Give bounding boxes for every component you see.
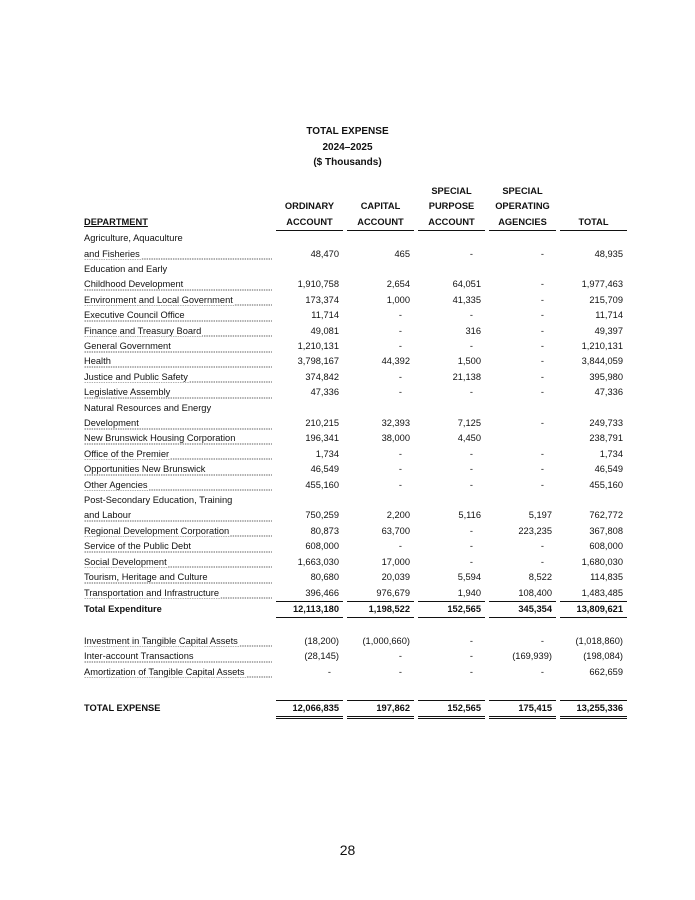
department-cell [84, 649, 272, 664]
capital-account-cell: - [398, 310, 402, 321]
capital-account-cell: 44,392 [381, 356, 410, 367]
capital-account-cell: 63,700 [381, 525, 410, 536]
special-purpose-cell: - [469, 651, 473, 662]
ordinary-account-cell: 750,259 [305, 510, 339, 521]
capital-account-cell: - [398, 371, 402, 382]
special-purpose-cell: - [469, 635, 473, 646]
capital-account-header: CAPITAL ACCOUNT [347, 184, 414, 231]
capital-account-cell: - [398, 479, 402, 490]
special-operating-cell: - [540, 556, 544, 567]
ordinary-account-cell: 1,210,131 [297, 341, 339, 351]
ordinary-account-cell: (18,200) [304, 635, 339, 646]
department-cell [84, 665, 272, 680]
total-cell: (1,018,860) [575, 635, 623, 646]
ordinary-account-cell [276, 231, 343, 247]
title-line-3: ($ Thousands) [313, 157, 382, 168]
total-cell [560, 401, 627, 416]
special-purpose-cell [418, 231, 485, 247]
special-operating-cell: - [540, 325, 544, 336]
title-line-2: 2024–2025 [322, 141, 373, 153]
total-cell: 395,980 [589, 371, 623, 382]
special-purpose-cell: 4,450 [457, 433, 481, 444]
department-row [84, 231, 627, 247]
department-row [84, 370, 627, 385]
ordinary-account-cell: 46,549 [310, 464, 339, 475]
special-operating-cell: - [540, 248, 544, 259]
department-cell [84, 277, 272, 292]
total-cell: 1,734 [599, 448, 623, 459]
capital-account-cell: - [398, 651, 402, 662]
department-label: Post-Secondary Education, Training [84, 495, 233, 506]
total-cell: 455,160 [589, 479, 623, 490]
department-row [84, 354, 627, 369]
special-purpose-cell: 316 [465, 325, 481, 336]
department-cell [84, 401, 272, 416]
department-cell [84, 247, 272, 262]
total-cell [560, 231, 627, 247]
department-row [84, 493, 627, 508]
department-label: Tourism, Heritage and Culture [84, 572, 208, 583]
ordinary-account-cell: 396,466 [305, 587, 339, 598]
special-purpose-cell: - [469, 479, 473, 490]
adjustment-row [84, 649, 627, 664]
total-cell: 762,772 [589, 510, 623, 521]
department-label: Office of the Premier [84, 448, 170, 459]
special-operating-agencies-header: SPECIAL OPERATING AGENCIES [489, 184, 556, 231]
total-cell: 1,210,131 [581, 341, 623, 351]
department-cell [84, 493, 272, 508]
ordinary-account-cell: 48,470 [310, 248, 339, 259]
department-label: Health [84, 356, 111, 367]
capital-account-cell: 2,200 [386, 510, 410, 521]
department-label: Amortization of Tangible Capital Assets [84, 666, 245, 677]
total-cell: 47,336 [594, 387, 623, 398]
ordinary-account-cell: 12,066,835 [276, 700, 343, 717]
ordinary-account-cell: 47,336 [310, 387, 339, 398]
special-operating-cell: 223,235 [518, 525, 552, 536]
special-operating-cell: - [540, 387, 544, 398]
department-label: Opportunities New Brunswick [84, 464, 206, 475]
special-operating-cell: - [540, 479, 544, 490]
special-purpose-cell [418, 262, 485, 277]
total-expense-row [84, 700, 627, 717]
total-cell: 11,714 [595, 310, 623, 321]
special-operating-cell: - [540, 356, 544, 367]
ordinary-account-cell: 1,734 [315, 448, 339, 459]
total-cell: 13,255,336 [560, 700, 627, 717]
department-cell [84, 262, 272, 277]
ordinary-account-cell: 80,873 [310, 525, 339, 536]
special-operating-cell: - [540, 294, 544, 305]
total-cell: 1,483,485 [581, 587, 623, 598]
capital-account-cell: 465 [394, 248, 410, 259]
department-row [84, 447, 627, 462]
total-header: TOTAL [560, 184, 627, 231]
department-label: Finance and Treasury Board [84, 325, 202, 336]
special-operating-cell: 5,197 [528, 510, 552, 521]
capital-account-cell: 1,000 [386, 294, 410, 305]
department-cell [84, 586, 272, 602]
department-label: Regional Development Corporation [84, 525, 230, 536]
special-purpose-cell: 1,500 [457, 356, 481, 367]
ordinary-account-cell: 608,000 [305, 541, 339, 552]
capital-account-cell: - [398, 666, 402, 677]
department-label: TOTAL EXPENSE [84, 703, 161, 714]
department-cell [84, 231, 272, 247]
special-purpose-cell [418, 493, 485, 508]
total-cell [560, 493, 627, 508]
department-label: Childhood Development [84, 279, 184, 290]
total-cell: 608,000 [589, 541, 623, 552]
ordinary-account-header: ORDINARY ACCOUNT [276, 184, 343, 231]
special-operating-cell [489, 401, 556, 416]
department-cell [84, 462, 272, 477]
department-label: Transportation and Infrastructure [84, 587, 220, 598]
special-purpose-cell: - [469, 556, 473, 567]
department-row [84, 416, 627, 431]
special-purpose-cell: 5,116 [458, 510, 481, 521]
special-purpose-cell: - [469, 387, 473, 398]
department-row [84, 308, 627, 323]
special-purpose-cell: - [469, 248, 473, 259]
department-cell [84, 416, 272, 431]
department-row [84, 570, 627, 585]
total-cell: 49,397 [594, 325, 623, 336]
department-label: New Brunswick Housing Corporation [84, 433, 236, 444]
special-operating-cell: (169,939) [512, 651, 552, 662]
department-cell [84, 700, 272, 717]
department-label: Agriculture, Aquaculture [84, 232, 183, 243]
expense-table [84, 184, 627, 719]
department-row [84, 524, 627, 539]
special-operating-cell: - [540, 310, 544, 321]
special-operating-cell: 108,400 [518, 587, 552, 598]
capital-account-cell [347, 401, 414, 416]
department-cell [84, 478, 272, 493]
page-number: 28 [339, 842, 356, 858]
spacer-row [84, 680, 627, 701]
department-label: Education and Early [84, 263, 168, 274]
ordinary-account-cell: 1,910,758 [297, 279, 339, 290]
ordinary-account-cell: 374,842 [305, 371, 339, 382]
capital-account-cell: 17,000 [381, 556, 410, 567]
department-cell [84, 339, 272, 354]
department-cell [84, 570, 272, 585]
department-row [84, 385, 627, 400]
department-cell [84, 539, 272, 554]
special-operating-cell: - [540, 635, 544, 646]
department-row [84, 339, 627, 354]
special-purpose-cell: 21,138 [452, 371, 481, 382]
department-row [84, 262, 627, 277]
special-operating-cell [489, 493, 556, 508]
department-cell [84, 447, 272, 462]
total-cell: (198,084) [583, 651, 623, 662]
special-purpose-cell: 1,940 [457, 587, 481, 598]
total-cell: 662,659 [589, 666, 623, 677]
department-label: Executive Council Office [84, 310, 185, 321]
total-cell: 114,835 [590, 572, 623, 583]
department-label: Justice and Public Safety [84, 371, 188, 382]
special-operating-cell: 175,415 [489, 700, 556, 717]
special-operating-cell [489, 231, 556, 247]
special-operating-cell: - [540, 279, 544, 290]
department-label: Service of the Public Debt [84, 541, 191, 552]
capital-account-cell: - [398, 541, 402, 552]
special-operating-cell: - [540, 341, 544, 351]
department-cell [84, 370, 272, 385]
special-purpose-cell: - [469, 525, 473, 536]
special-purpose-cell: 41,335 [452, 294, 481, 305]
capital-account-cell: - [398, 387, 402, 398]
special-operating-cell: - [540, 464, 544, 475]
capital-account-cell: (1,000,660) [362, 635, 410, 646]
ordinary-account-cell [276, 401, 343, 416]
report-title [0, 124, 695, 171]
special-operating-cell: - [540, 541, 544, 552]
ordinary-account-cell [276, 262, 343, 277]
total-cell: 48,935 [594, 248, 623, 259]
department-row [84, 508, 627, 523]
total-cell: 3,844,059 [581, 356, 623, 367]
ordinary-account-cell: 12,113,180 [276, 601, 343, 617]
department-label: and Fisheries [84, 248, 140, 259]
capital-account-cell: 2,654 [386, 279, 410, 290]
capital-account-cell: 38,000 [381, 433, 410, 444]
capital-account-cell: - [398, 325, 402, 336]
total-cell: 367,808 [589, 525, 623, 536]
total-cell: 1,977,463 [581, 279, 623, 290]
department-cell [84, 601, 272, 617]
adjustment-row [84, 665, 627, 680]
special-purpose-cell: - [469, 310, 473, 321]
department-row [84, 401, 627, 416]
department-row [84, 462, 627, 477]
total-cell: 1,680,030 [581, 556, 623, 567]
ordinary-account-cell: 80,680 [310, 572, 339, 583]
department-label: Inter-account Transactions [84, 651, 194, 662]
department-cell [84, 324, 272, 339]
special-purpose-cell: - [469, 341, 473, 351]
title-line-1: TOTAL EXPENSE [306, 126, 389, 137]
capital-account-cell: 197,862 [347, 700, 414, 717]
total-cell: 13,809,621 [560, 601, 627, 617]
total-cell: 238,791 [589, 433, 623, 444]
capital-account-cell: - [398, 341, 402, 351]
special-purpose-account-header: SPECIAL PURPOSE ACCOUNT [418, 184, 485, 231]
capital-account-cell [347, 493, 414, 508]
special-operating-cell: - [540, 666, 544, 677]
total-cell [560, 262, 627, 277]
capital-account-cell: 20,039 [381, 572, 410, 583]
department-label: Investment in Tangible Capital Assets [84, 635, 238, 646]
department-cell [84, 308, 272, 323]
department-row [84, 324, 627, 339]
department-row [84, 478, 627, 493]
ordinary-account-cell: 1,663,030 [297, 556, 339, 567]
ordinary-account-cell: (28,145) [304, 651, 339, 662]
special-operating-cell [489, 262, 556, 277]
total-expenditure-row [84, 601, 627, 617]
special-operating-cell: 345,354 [489, 601, 556, 617]
ordinary-account-cell: 455,160 [305, 479, 339, 490]
special-purpose-cell: 7,125 [457, 418, 481, 429]
department-cell [84, 555, 272, 570]
ordinary-account-cell: 3,798,167 [297, 356, 339, 367]
special-purpose-cell: 152,565 [418, 700, 485, 717]
department-cell [84, 385, 272, 400]
capital-account-cell: 32,393 [381, 418, 410, 429]
department-cell [84, 634, 272, 649]
special-purpose-cell: - [469, 666, 473, 677]
special-purpose-cell: 64,051 [452, 279, 481, 290]
special-operating-cell [489, 431, 556, 446]
special-purpose-cell: - [469, 448, 473, 459]
total-cell: 46,549 [594, 464, 623, 475]
special-operating-cell: 8,522 [528, 572, 552, 583]
department-row [84, 555, 627, 570]
special-purpose-cell: - [469, 541, 473, 552]
department-label: and Labour [84, 510, 132, 521]
ordinary-account-cell: 196,341 [305, 433, 339, 444]
department-cell [84, 524, 272, 539]
department-row [84, 431, 627, 446]
department-label: General Government [84, 341, 171, 351]
total-cell: 215,709 [589, 294, 623, 305]
spacer-row [84, 618, 627, 634]
department-row [84, 539, 627, 554]
department-cell [84, 354, 272, 369]
department-header: DEPARTMENT [84, 217, 148, 228]
capital-account-cell: 976,679 [376, 587, 410, 598]
capital-account-cell [347, 262, 414, 277]
department-label: Total Expenditure [84, 603, 162, 614]
capital-account-cell [347, 231, 414, 247]
ordinary-account-cell: 173,374 [305, 294, 339, 305]
special-purpose-cell [418, 401, 485, 416]
ordinary-account-cell [276, 493, 343, 508]
ordinary-account-cell: 49,081 [310, 325, 339, 336]
department-label: Natural Resources and Energy [84, 402, 212, 413]
department-label: Other Agencies [84, 479, 148, 490]
special-purpose-cell: - [469, 464, 473, 475]
special-purpose-cell: 152,565 [418, 601, 485, 617]
ordinary-account-cell: 210,215 [305, 418, 339, 429]
special-operating-cell: - [540, 418, 544, 429]
total-cell: 249,733 [589, 418, 623, 429]
department-row [84, 277, 627, 292]
adjustment-row [84, 634, 627, 649]
department-label: Environment and Local Government [84, 294, 233, 305]
special-purpose-cell: 5,594 [457, 572, 481, 583]
department-label: Social Development [84, 556, 167, 567]
department-cell [84, 431, 272, 446]
header-row [84, 184, 627, 231]
department-label: Legislative Assembly [84, 387, 171, 398]
department-row [84, 293, 627, 308]
capital-account-cell: - [398, 464, 402, 475]
special-operating-cell: - [540, 371, 544, 382]
capital-account-cell: - [398, 448, 402, 459]
ordinary-account-cell: 11,714 [311, 310, 339, 321]
special-operating-cell: - [540, 448, 544, 459]
department-cell [84, 293, 272, 308]
department-cell [84, 508, 272, 523]
ordinary-account-cell: - [327, 666, 331, 677]
department-row [84, 247, 627, 262]
department-label: Development [84, 418, 139, 429]
department-row [84, 586, 627, 602]
capital-account-cell: 1,198,522 [347, 601, 414, 617]
